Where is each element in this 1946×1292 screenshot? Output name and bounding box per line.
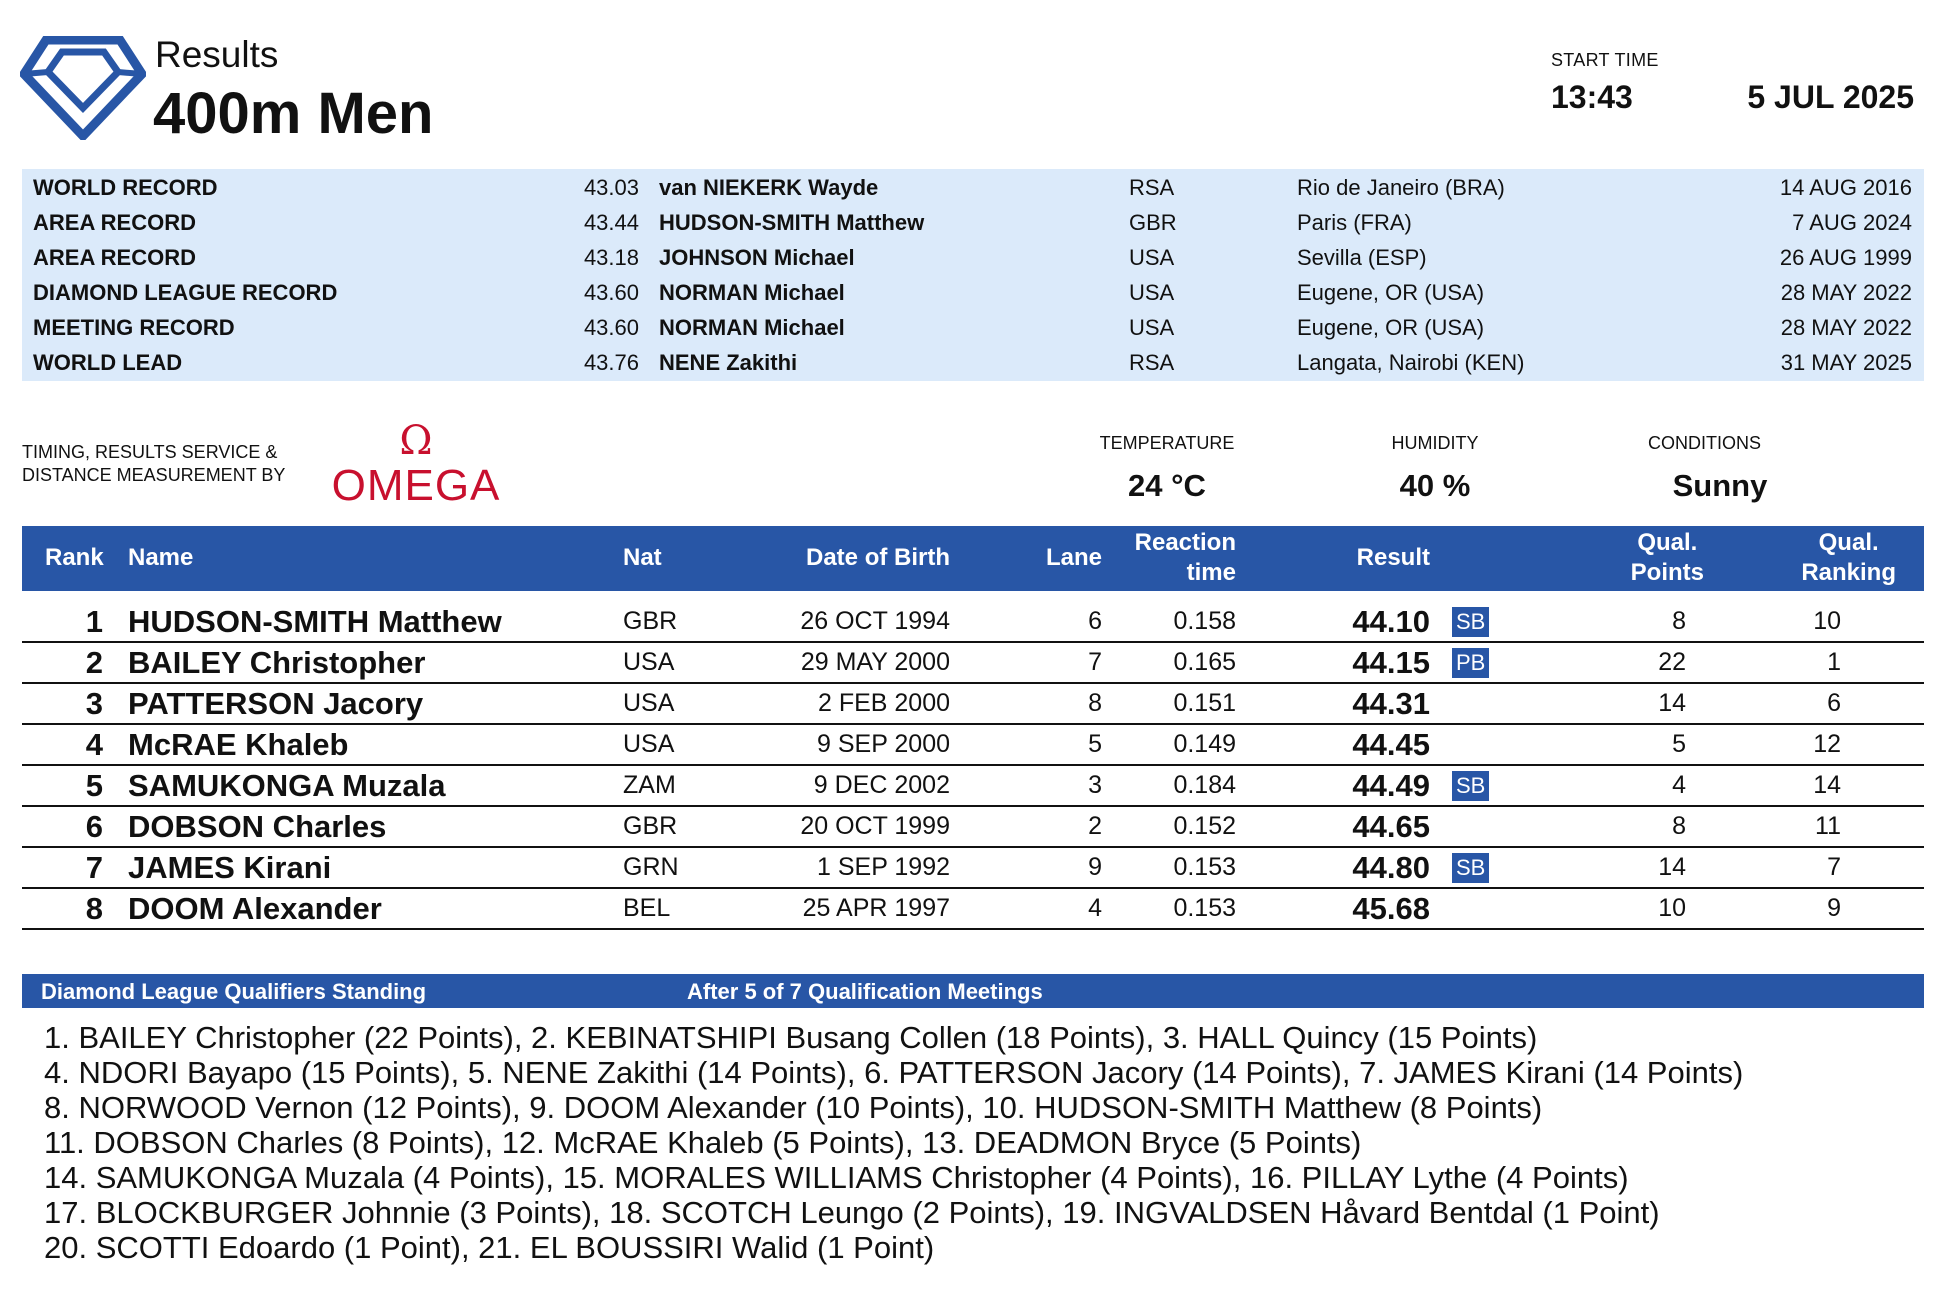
cell-name: SAMUKONGA Muzala (128, 768, 446, 803)
conditions-label: CONDITIONS (1648, 433, 1762, 453)
record-label: WORLD LEAD (33, 350, 183, 375)
record-date: 31 MAY 2025 (1780, 350, 1912, 375)
record-nation: USA (1129, 315, 1175, 340)
col-lane: Lane (1045, 544, 1102, 571)
record-nation: USA (1129, 280, 1175, 305)
col-reaction-line1: Reaction (1134, 529, 1236, 556)
event-date: 5 JUL 2025 (1747, 79, 1914, 115)
cell-lane: 3 (1088, 771, 1102, 799)
record-row (22, 169, 1924, 204)
cell-lane: 2 (1088, 812, 1102, 840)
cell-reaction: 0.165 (1173, 648, 1236, 676)
omega-brand-text: OMEGA (331, 461, 501, 508)
record-row (22, 344, 1924, 379)
cell-nat: GBR (623, 607, 678, 635)
cell-nat: USA (623, 648, 675, 676)
record-date: 14 AUG 2016 (1779, 175, 1912, 200)
conditions-block (1640, 433, 1800, 504)
cell-dob: 2 FEB 2000 (817, 689, 950, 717)
start-time: 13:43 (1551, 79, 1633, 115)
col-rank: Rank (45, 544, 104, 571)
record-row (22, 239, 1924, 274)
conditions-value: Sunny (1672, 468, 1768, 503)
cell-rank: 4 (85, 727, 103, 762)
standing-line: 8. NORWOOD Vernon (12 Points), 9. DOOM Alexander (10 Points), 10. HUDSON-SMITH Matthew (8 Points) (44, 1090, 1543, 1125)
record-holder: NORMAN Michael (659, 280, 845, 305)
cell-qual-points: 8 (1672, 607, 1686, 635)
cell-qual-points: 14 (1658, 689, 1686, 717)
cell-dob: 9 DEC 2002 (813, 771, 950, 799)
col-reaction (1135, 528, 1236, 588)
cell-nat: ZAM (623, 771, 676, 799)
standing-line: 17. BLOCKBURGER Johnnie (3 Points), 18. SCOTCH Leungo (2 Points), 19. INGVALDSEN Håvard Bentdal (1 Point) (44, 1195, 1660, 1230)
cell-result: 44.10 (1352, 604, 1430, 639)
record-label: DIAMOND LEAGUE RECORD (33, 280, 338, 305)
cell-qual-points: 22 (1658, 648, 1686, 676)
cell-lane: 4 (1088, 894, 1102, 922)
cell-result: 44.15 (1352, 645, 1430, 680)
cell-name: JAMES Kirani (128, 850, 332, 885)
cell-lane: 5 (1088, 730, 1102, 758)
cell-qual-ranking: 9 (1827, 894, 1841, 922)
record-row (22, 309, 1924, 344)
record-holder: van NIEKERK Wayde (659, 175, 879, 200)
cell-reaction: 0.153 (1173, 894, 1236, 922)
cell-name: HUDSON-SMITH Matthew (128, 604, 502, 639)
cell-lane: 9 (1088, 853, 1102, 881)
standing-list (44, 1020, 1743, 1265)
cell-name: McRAE Khaleb (128, 727, 349, 762)
diamond-league-logo-icon (20, 36, 146, 140)
cell-reaction: 0.158 (1173, 607, 1236, 635)
table-row (22, 600, 1924, 643)
cell-qual-ranking: 11 (1815, 812, 1841, 840)
standing-subtitle: After 5 of 7 Qualification Meetings (687, 979, 1043, 1004)
standing-line: 1. BAILEY Christopher (22 Points), 2. KEBINATSHIPI Busang Collen (18 Points), 3. HALL Quincy (15 Points) (44, 1020, 1538, 1055)
cell-rank: 7 (85, 850, 103, 885)
cell-qual-points: 8 (1672, 812, 1686, 840)
cell-rank: 1 (85, 604, 103, 639)
col-qual-ranking-line1: Qual. (1818, 529, 1879, 556)
record-holder: NENE Zakithi (659, 350, 798, 375)
humidity-label: HUMIDITY (1391, 433, 1479, 453)
record-performance: 43.60 (583, 315, 639, 340)
cell-name: DOOM Alexander (128, 891, 382, 926)
record-performance: 43.44 (583, 210, 639, 235)
standing-line: 14. SAMUKONGA Muzala (4 Points), 15. MORALES WILLIAMS Christopher (4 Points), 16. PILLAY Lythe (4 Points) (44, 1160, 1629, 1195)
cell-dob: 20 OCT 1999 (800, 812, 950, 840)
record-venue: Eugene, OR (USA) (1297, 280, 1485, 305)
record-row (22, 204, 1924, 239)
col-dob: Date of Birth (806, 544, 950, 571)
record-performance: 43.76 (583, 350, 639, 375)
cell-lane: 8 (1088, 689, 1102, 717)
temperature-value: 24 °C (1128, 468, 1206, 503)
cell-dob: 9 SEP 2000 (817, 730, 950, 758)
record-holder: NORMAN Michael (659, 315, 845, 340)
cell-reaction: 0.149 (1173, 730, 1236, 758)
cell-reaction: 0.152 (1173, 812, 1236, 840)
svg-text:Ω: Ω (399, 418, 433, 464)
cell-result: 44.49 (1352, 768, 1430, 803)
standing-line: 20. SCOTTI Edoardo (1 Point), 21. EL BOUSSIRI Walid (1 Point) (44, 1230, 935, 1265)
record-performance: 43.60 (583, 280, 639, 305)
results-table-header (22, 526, 1924, 591)
cell-reaction: 0.151 (1173, 689, 1236, 717)
record-venue: Rio de Janeiro (BRA) (1297, 175, 1505, 200)
cell-name: DOBSON Charles (128, 809, 387, 844)
cell-rank: 2 (85, 645, 103, 680)
record-venue: Sevilla (ESP) (1297, 245, 1427, 270)
cell-lane: 6 (1088, 607, 1102, 635)
cell-result: 44.45 (1352, 727, 1430, 762)
record-label: WORLD RECORD (33, 175, 218, 200)
cell-qual-points: 4 (1672, 771, 1686, 799)
cell-qual-points: 14 (1658, 853, 1686, 881)
cell-dob: 25 APR 1997 (802, 894, 950, 922)
table-row (22, 723, 1924, 766)
cell-nat: USA (623, 730, 675, 758)
record-nation: USA (1129, 245, 1175, 270)
cell-rank: 6 (85, 809, 103, 844)
temperature-label: TEMPERATURE (1099, 433, 1235, 453)
cell-rank: 5 (85, 768, 103, 803)
col-nat: Nat (623, 544, 662, 571)
result-badge: SB (1452, 771, 1489, 801)
result-badge: SB (1452, 853, 1489, 883)
cell-reaction: 0.153 (1173, 853, 1236, 881)
record-holder: JOHNSON Michael (659, 245, 855, 270)
cell-name: BAILEY Christopher (128, 645, 426, 680)
cell-qual-points: 5 (1672, 730, 1686, 758)
timing-credit (22, 441, 312, 487)
timing-credit-line1: TIMING, RESULTS SERVICE & (22, 442, 278, 462)
table-row (22, 846, 1924, 889)
record-venue: Paris (FRA) (1297, 210, 1412, 235)
record-holder: HUDSON-SMITH Matthew (659, 210, 925, 235)
cell-name: PATTERSON Jacory (128, 686, 424, 721)
col-name: Name (128, 544, 194, 571)
standing-title: Diamond League Qualifiers Standing (41, 979, 427, 1004)
cell-result: 45.68 (1352, 891, 1430, 926)
col-qual-points-line2: Points (1630, 559, 1704, 586)
col-qual-ranking (1801, 528, 1896, 588)
start-time-label: START TIME (1551, 50, 1659, 70)
col-reaction-line2: time (1186, 559, 1236, 586)
cell-qual-ranking: 10 (1813, 607, 1841, 635)
table-row (22, 641, 1924, 684)
result-badge: PB (1452, 648, 1489, 678)
cell-rank: 3 (85, 686, 103, 721)
cell-result: 44.80 (1352, 850, 1430, 885)
cell-qual-ranking: 7 (1827, 853, 1841, 881)
col-qual-points-line1: Qual. (1637, 529, 1698, 556)
cell-result: 44.65 (1352, 809, 1430, 844)
cell-qual-ranking: 12 (1813, 730, 1841, 758)
cell-rank: 8 (85, 891, 103, 926)
table-row (22, 887, 1924, 930)
records-panel (22, 169, 1924, 381)
timing-credit-line2: DISTANCE MEASUREMENT BY (22, 465, 286, 485)
cell-result: 44.31 (1352, 686, 1430, 721)
cell-reaction: 0.184 (1173, 771, 1236, 799)
record-label: AREA RECORD (33, 210, 196, 235)
col-result: Result (1356, 544, 1430, 571)
table-row (22, 764, 1924, 807)
cell-dob: 29 MAY 2000 (800, 648, 950, 676)
col-qual-points (1631, 528, 1704, 588)
standing-line: 4. NDORI Bayapo (15 Points), 5. NENE Zakithi (14 Points), 6. PATTERSON Jacory (14 Points), 7. JAMES Kirani (14 Points) (44, 1055, 1744, 1090)
omega-logo-icon (325, 418, 507, 508)
page-subtitle: Results (155, 34, 279, 75)
record-performance: 43.03 (583, 175, 639, 200)
col-qual-ranking-line2: Ranking (1801, 559, 1896, 586)
cell-qual-points: 10 (1658, 894, 1686, 922)
humidity-value: 40 % (1399, 468, 1471, 503)
temperature-block (1092, 433, 1242, 504)
cell-qual-ranking: 6 (1827, 689, 1841, 717)
standing-header (22, 974, 1924, 1008)
record-performance: 43.18 (583, 245, 639, 270)
record-nation: GBR (1129, 210, 1177, 235)
record-label: AREA RECORD (33, 245, 196, 270)
record-row (22, 274, 1924, 309)
cell-nat: USA (623, 689, 675, 717)
table-row (22, 805, 1924, 848)
record-venue: Eugene, OR (USA) (1297, 315, 1485, 340)
record-venue: Langata, Nairobi (KEN) (1297, 350, 1525, 375)
cell-nat: GBR (623, 812, 678, 840)
record-date: 26 AUG 1999 (1779, 245, 1912, 270)
cell-qual-ranking: 1 (1827, 648, 1841, 676)
cell-dob: 1 SEP 1992 (817, 853, 950, 881)
cell-nat: BEL (623, 894, 671, 922)
record-date: 7 AUG 2024 (1792, 210, 1912, 235)
result-badge: SB (1452, 607, 1489, 637)
cell-dob: 26 OCT 1994 (800, 607, 950, 635)
cell-nat: GRN (623, 853, 679, 881)
record-date: 28 MAY 2022 (1780, 280, 1912, 305)
cell-qual-ranking: 14 (1813, 771, 1841, 799)
standing-line: 11. DOBSON Charles (8 Points), 12. McRAE Khaleb (5 Points), 13. DEADMON Bryce (5 Points) (44, 1125, 1362, 1160)
event-title: 400m Men (153, 81, 434, 146)
record-nation: RSA (1129, 175, 1175, 200)
table-row (22, 682, 1924, 725)
record-date: 28 MAY 2022 (1780, 315, 1912, 340)
record-nation: RSA (1129, 350, 1175, 375)
humidity-block (1370, 433, 1500, 504)
record-label: MEETING RECORD (33, 315, 235, 340)
cell-lane: 7 (1088, 648, 1102, 676)
